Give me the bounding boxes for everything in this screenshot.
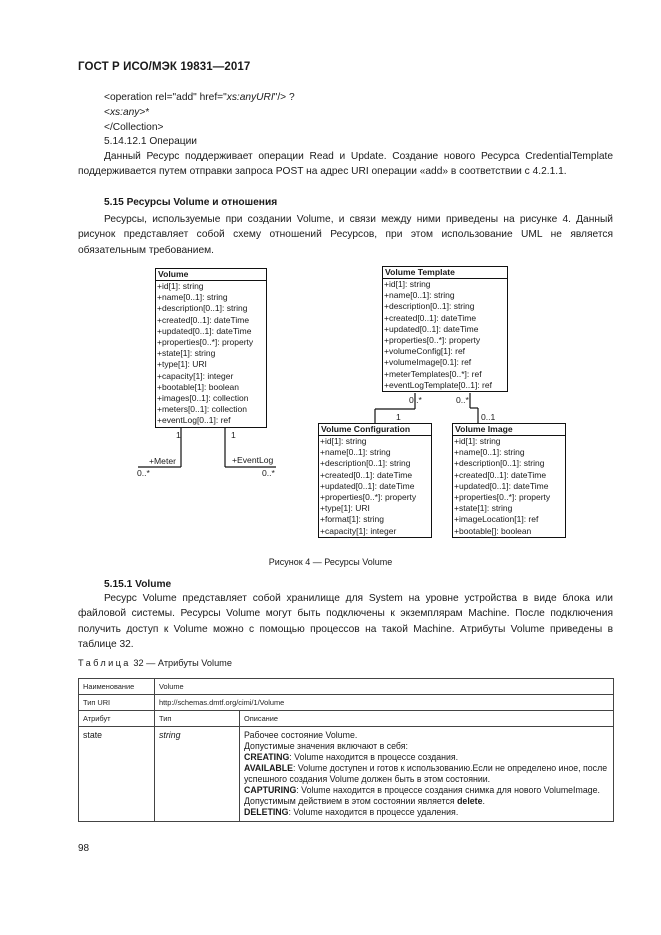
col-type-header: Тип <box>155 711 240 727</box>
configuration-attr: +properties[0..*]: property <box>320 492 417 503</box>
volume-template-attr-list <box>383 279 507 391</box>
volume-template-title: Volume Template <box>383 267 507 279</box>
volume-attr: +bootable[1]: boolean <box>157 381 240 392</box>
volume-attr: +name[0..1]: string <box>157 292 228 303</box>
table-header-row <box>79 711 614 727</box>
desc-creating: CREATING: Volume находится в процессе создания. <box>244 752 459 762</box>
meter-mult-many: 0..* <box>137 468 150 478</box>
volume-attr-list <box>156 281 266 427</box>
col-desc-header: Описание <box>240 711 614 727</box>
eventlog-role-label: +EventLog <box>232 455 274 465</box>
figure-caption: Рисунок 4 — Ресурсы Volume <box>268 557 393 567</box>
configuration-attr: +name[0..1]: string <box>320 447 391 458</box>
desc-intro: Рабочее состояние Volume. <box>244 730 358 740</box>
image-attr: +updated[0..1]: dateTime <box>454 480 549 491</box>
volume-configuration-attr-list <box>319 436 431 537</box>
configuration-attr: +created[0..1]: dateTime <box>320 469 413 480</box>
uri-value-cell: http://schemas.dmtf.org/cimi/1/Volume <box>155 695 614 711</box>
volume-attr: +created[0..1]: dateTime <box>157 314 250 325</box>
operations-heading: 5.14.12.1 Операции <box>104 136 197 147</box>
configuration-attr: +capacity[1]: integer <box>320 525 397 536</box>
code-line-3: </Collection> <box>104 122 164 133</box>
image-attr: +imageLocation[1]: ref <box>454 514 539 525</box>
table-caption-rest: 32 — Атрибуты Volume <box>133 658 232 668</box>
configuration-attr: +description[0..1]: string <box>320 458 411 469</box>
image-attr: +bootable[]: boolean <box>454 525 532 536</box>
volume-class-box <box>155 268 267 428</box>
code-line-1: <operation rel="add" href="xs:anyURI"/> ? <box>104 92 295 103</box>
volume-image-title: Volume Image <box>453 424 565 436</box>
volume-image-attr-list <box>453 436 565 537</box>
section-heading: 5.15 Ресурсы Volume и отношения <box>104 197 278 208</box>
configuration-attr: +updated[0..1]: dateTime <box>320 480 415 491</box>
volume-configuration-title: Volume Configuration <box>319 424 431 436</box>
meter-mult-one: 1 <box>176 430 181 440</box>
template-attr: +volumeConfig[1]: ref <box>384 346 466 357</box>
volume-attr: +id[1]: string <box>157 281 204 291</box>
configuration-attr: +type[1]: URI <box>320 503 370 514</box>
table-caption-word: Таблица <box>78 658 131 668</box>
attr-cell: state <box>79 727 155 822</box>
configuration-attr: +format[1]: string <box>320 514 385 525</box>
volume-attr: +state[1]: string <box>157 348 216 359</box>
volume-attr: +meters[0..1]: collection <box>157 404 248 415</box>
code-line-2: <xs:any>* <box>104 107 150 118</box>
template-attr: +updated[0..1]: dateTime <box>384 323 479 334</box>
image-attr: +properties[0..*]: property <box>454 492 551 503</box>
template-attr: +volumeImage[0.1]: ref <box>384 357 472 368</box>
template-attr: +id[1]: string <box>384 279 431 289</box>
page-number: 98 <box>78 843 90 854</box>
col-attr-header: Атрибут <box>79 711 155 727</box>
configuration-attr: +id[1]: string <box>320 436 367 446</box>
image-attr: +description[0..1]: string <box>454 458 545 469</box>
table-row <box>79 727 614 822</box>
eventlog-mult-many: 0..* <box>262 468 275 478</box>
template-attr: +eventLogTemplate[0..1]: ref <box>384 379 492 390</box>
volume-image-class-box <box>452 423 566 538</box>
section-paragraph: Ресурсы, используемые при создании Volume, и связи между ними приведены на рисунке 4. Данный рисунок представляет собой схему отношений Ресурсов, при этом использование UML не является обязательным требованием. <box>78 214 613 256</box>
template-attr: +meterTemplates[0..*]: ref <box>384 368 482 379</box>
volume-attr: +type[1]: URI <box>157 359 207 370</box>
document-header: ГОСТ Р ИСО/МЭК 19831—2017 <box>78 61 251 73</box>
meter-role-label: +Meter <box>149 456 176 466</box>
volume-attr: +images[0..1]: collection <box>157 393 249 404</box>
image-attr: +state[1]: string <box>454 503 513 514</box>
eventlog-mult-one: 1 <box>231 430 236 440</box>
operations-paragraph: Данный Ресурс поддерживает операции Read и Update. Создание нового Ресурса CredentialTemplate поддерживается путем отправки запроса POST на адрес URI операции «add» в соответствии с 4.2.1.1. <box>78 151 613 178</box>
volume-attr: +updated[0..1]: dateTime <box>157 325 252 336</box>
desc-available: AVAILABLE: Volume доступен и готов к использованию.Если не определено иное, после успешного создания Volume должен быть в этом состоянии. <box>244 763 608 784</box>
template-attr: +name[0..1]: string <box>384 290 455 301</box>
name-label-cell: Наименование <box>79 679 155 695</box>
template-attr: +created[0..1]: dateTime <box>384 312 477 323</box>
table-row <box>79 679 614 695</box>
volume-attr: +eventLog[0..1]: ref <box>157 415 231 426</box>
attributes-table <box>78 678 614 822</box>
subsection-heading: 5.15.1 Volume <box>104 579 172 590</box>
name-value-cell: Volume <box>155 679 614 695</box>
image-mult-range: 0..1 <box>481 412 496 422</box>
desc-capturing: CAPTURING: Volume находится в процессе создания снимка для нового VolumeImage. Допустимым действием в этом состоянии является delete. <box>244 785 600 806</box>
image-template-mult: 0..* <box>456 395 469 405</box>
image-attr: +id[1]: string <box>454 436 501 446</box>
config-template-mult: 0..* <box>409 395 422 405</box>
volume-attr: +properties[0..*]: property <box>157 337 254 348</box>
template-attr: +description[0..1]: string <box>384 301 475 312</box>
volume-attr: +capacity[1]: integer <box>157 370 234 381</box>
uri-label-cell: Тип URI <box>79 695 155 711</box>
type-cell: string <box>155 727 240 822</box>
config-mult-one: 1 <box>396 412 401 422</box>
volume-class-title: Volume <box>156 269 266 281</box>
description-cell <box>240 727 614 822</box>
template-attr: +properties[0..*]: property <box>384 335 481 346</box>
volume-template-class-box <box>382 266 508 392</box>
volume-attr: +description[0..1]: string <box>157 303 248 314</box>
table-row <box>79 695 614 711</box>
image-attr: +name[0..1]: string <box>454 447 525 458</box>
subsection-paragraph: Ресурс Volume представляет собой хранилище для System на уровне устройства в виде блока или файловой системы. Ресурсы Volume могут быть подключены к экземплярам Machine. После подключения получить доступ к Volume можно с помощью процессов на такой Machine. Атрибуты Volume приведены в таблице 32. <box>78 593 613 650</box>
desc-values: Допустимые значения включают в себя: <box>244 741 408 751</box>
table-caption <box>78 658 232 668</box>
image-attr: +created[0..1]: dateTime <box>454 469 547 480</box>
volume-configuration-class-box <box>318 423 432 538</box>
desc-deleting: DELETING: Volume находится в процессе удаления. <box>244 807 459 817</box>
